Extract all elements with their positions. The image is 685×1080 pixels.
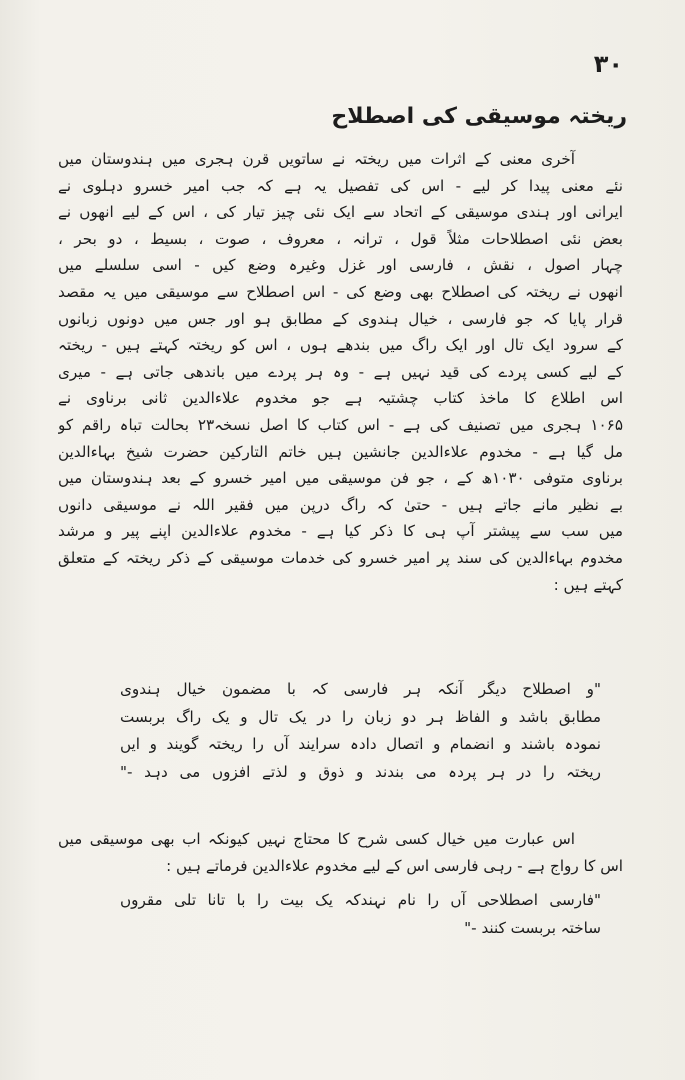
quotation-2 — [120, 887, 601, 942]
text-line: اس اطلاع کا ماخذ کتاب چشتیہ ہے جو مخدوم علاءالدین ثانی برناوی نے — [58, 389, 623, 408]
text-line: اس عبارت میں خیال کسی شرح کا محتاج نہیں کیونکہ اب بھی موسیقی میں — [58, 830, 575, 848]
quote-line: "و اصطلاح دیگر آنکہ ہر فارسی کہ با مضمون خیال ہندوی — [120, 680, 601, 698]
quote-line: ساختہ بربست کنند -" — [464, 918, 601, 937]
text-line: آخری معنی کے اثرات میں ریختہ نے ساتویں قرن ہجری میں ہندوستان میں — [58, 150, 575, 168]
text-line: نئے معنی پیدا کر لیے - اس کی تفصیل یہ ہے کہ جب امیر خسرو دہلوی نے — [58, 176, 623, 195]
text-line: کے لیے کسی پردے کی قید نہیں ہے - وہ ہر پردے میں باندھی جاتی ہے - میری — [58, 362, 623, 381]
paragraph-2 — [58, 826, 623, 880]
text-line: اس کا رواج ہے - رہی فارسی اس کے لیے مخدوم علاءالدین فرماتے ہیں : — [166, 857, 623, 875]
text-line: بے نظیر مانے جاتے ہیں - حتیٰ کہ راگ درپن میں فقیر اللہ نے موسیقی دانوں — [58, 495, 623, 514]
quote-line: نمودہ باشند و انضمام و اتصال دادہ سرایند آں را ریختہ گویند و ایں — [120, 735, 601, 753]
text-line: چہار اصول ، نقش ، فارسی اور غزل وغیرہ وضع کیں - اسی سلسلے میں — [58, 256, 623, 275]
text-line: قرار پایا کہ جو فارسی ، خیال ہندوی کے مطابق ہو اور جس میں دونوں زبانوں — [58, 309, 623, 328]
text-line: برناوی متوفی ۱۰۳۰ھ کے ، جو فن موسیقی میں امیر خسرو کے بعد ہندوستان میں — [58, 469, 623, 488]
text-line: کہتے ہیں : — [553, 575, 623, 594]
paragraph-1 — [58, 146, 623, 598]
text-line: بعض نئی اصطلاحات مثلاً قول ، ترانہ ، معروف ، صوت ، بسیط ، دو بحر ، — [58, 229, 623, 248]
quote-line: "فارسی اصطلاحی آں را نام نہندکہ یک بیت را با تانا تلی مقروں — [120, 891, 601, 909]
quote-line: ریختہ را در ہر پردہ می بندند و ذوق و لذتے افزوں می دہد -" — [120, 762, 601, 781]
text-line: کے سرود ایک تال اور ایک راگ میں بندھے ہوں ، اس کو ریختہ کہتے ہیں - ریختہ — [58, 336, 623, 355]
quotation-1 — [120, 676, 601, 786]
text-line: مل گیا ہے - مخدوم علاءالدین جانشین ہیں خاتم التارکین حضرت شیخ بہاءالدین — [58, 442, 623, 461]
text-line: مخدوم بہاءالدین کی سند پر امیر خسرو کی خدمات موسیقی کے ذکر ریختہ کے متعلق — [58, 548, 623, 567]
text-line: ایرانی اور ہندی موسیقی کے اتحاد سے ایک نئی چیز تیار کی ، اس کے لیے انھوں نے — [58, 203, 623, 222]
text-line: ۱۰۶۵ ہجری میں تصنیف کی ہے - اس کتاب کا اصل نسخہ۲۳ بحالت تباہ راقم کو — [58, 415, 623, 434]
text-line: انھوں نے ریختہ کی اصطلاح بھی وضع کی - اس اصطلاح سے موسیقی میں یہ مقصد — [58, 282, 623, 301]
page-number: ۳۰ — [593, 50, 623, 78]
text-line: میں سب سے پیشتر آپ ہی کا ذکر کیا ہے - مخدوم علاءالدین اپنے پیر و مرشد — [58, 522, 623, 541]
section-heading: ریختہ موسیقی کی اصطلاح — [331, 104, 627, 129]
quote-line: مطابق باشد و الفاظ ہر دو زبان را در یک تال و یک راگ بربست — [120, 707, 601, 726]
